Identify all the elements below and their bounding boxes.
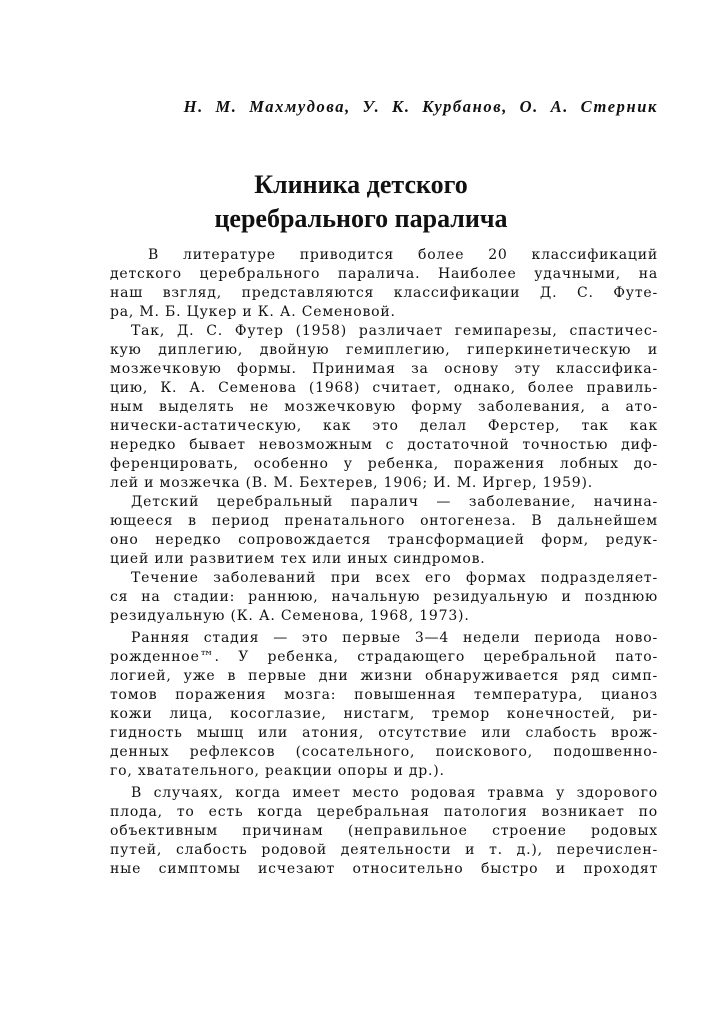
- text-line: ные симптомы исчезают относительно быстро и проходят: [110, 861, 658, 877]
- text-line: го, хватательного, реакции опоры и др.).: [110, 763, 445, 779]
- text-line: нически-астатическую, как это делал Ферстер, так как: [110, 418, 658, 434]
- text-line: ференцировать, особенно у ребенка, поражения лобных до-: [110, 456, 658, 472]
- authors-line: Н. М. Махмудова, У. К. Курбанов, О. А. Стерник: [183, 97, 658, 116]
- article-title: [60, 168, 662, 236]
- text-line: рожденное™. У ребенка, страдающего церебральной пато-: [110, 649, 658, 665]
- text-line: объективным причинам (неправильное строение родовых: [110, 823, 658, 839]
- text-line: плода, то есть когда церебральная патология возникает по: [110, 804, 658, 820]
- text-line: гидность мышц или атония, отсутствие или слабость врож-: [110, 725, 658, 741]
- text-line: ра, М. Б. Цукер и К. А. Семеновой.: [110, 304, 396, 320]
- text-line: денных рефлексов (сосательного, поискового, подошвенно-: [110, 744, 658, 760]
- text-line: томов поражения мозга: повышенная температура, цианоз: [110, 687, 658, 703]
- text-line: цию, К. А. Семенова (1968) считает, однако, более правиль-: [110, 380, 658, 396]
- text-line: В случаях, когда имеет место родовая травма у здорового: [131, 785, 658, 801]
- article-body: [110, 246, 658, 879]
- text-line: нередко бывает невозможным с достаточной точностью диф-: [110, 437, 658, 453]
- text-line: путей, слабость родовой деятельности и т. д.), перечислен-: [110, 842, 658, 858]
- text-line: наш взгляд, представляются классификации Д. С. Футе-: [110, 285, 658, 301]
- text-line: цией или развитием тех или иных синдромов.: [110, 551, 486, 567]
- text-line: В литературе приводится более 20 классификаций: [148, 247, 658, 263]
- text-line: ным выделять не мозжечковую форму заболевания, а ато-: [110, 399, 658, 415]
- text-line: лей и мозжечка (В. М. Бехтерев, 1906; И. М. Иргер, 1959).: [110, 475, 594, 491]
- text-line: Ранняя стадия — это первые 3—4 недели периода ново-: [131, 630, 658, 646]
- text-line: Детский церебральный паралич — заболевание, начина-: [131, 494, 658, 510]
- title-line-2: церебрального паралича: [214, 204, 508, 233]
- text-line: ющееся в период пренатального онтогенеза. В дальнейшем: [110, 513, 658, 529]
- text-line: оно нередко сопровождается трансформацией форм, редук-: [110, 532, 658, 548]
- text-line: Течение заболеваний при всех его формах подразделяет-: [131, 570, 658, 586]
- text-line: ся на стадии: раннюю, начальную резидуальную и позднюю: [110, 589, 658, 605]
- text-line: логией, уже в первые дни жизни обнаруживается ряд симп-: [110, 668, 658, 684]
- text-line: детского церебрального паралича. Наиболее удачными, на: [110, 266, 658, 282]
- text-line: кую диплегию, двойную гемиплегию, гиперкинетическую и: [110, 342, 658, 358]
- text-line: кожи лица, косоглазие, нистагм, тремор конечностей, ри-: [110, 706, 658, 722]
- title-line-1: Клиника детского: [254, 170, 468, 199]
- text-line: мозжечковую формы. Принимая за основу эту классифика-: [110, 361, 658, 377]
- text-line: резидуальную (К. А. Семенова, 1968, 1973).: [110, 608, 470, 624]
- text-line: Так, Д. С. Футер (1958) различает гемипарезы, спастичес-: [131, 323, 658, 339]
